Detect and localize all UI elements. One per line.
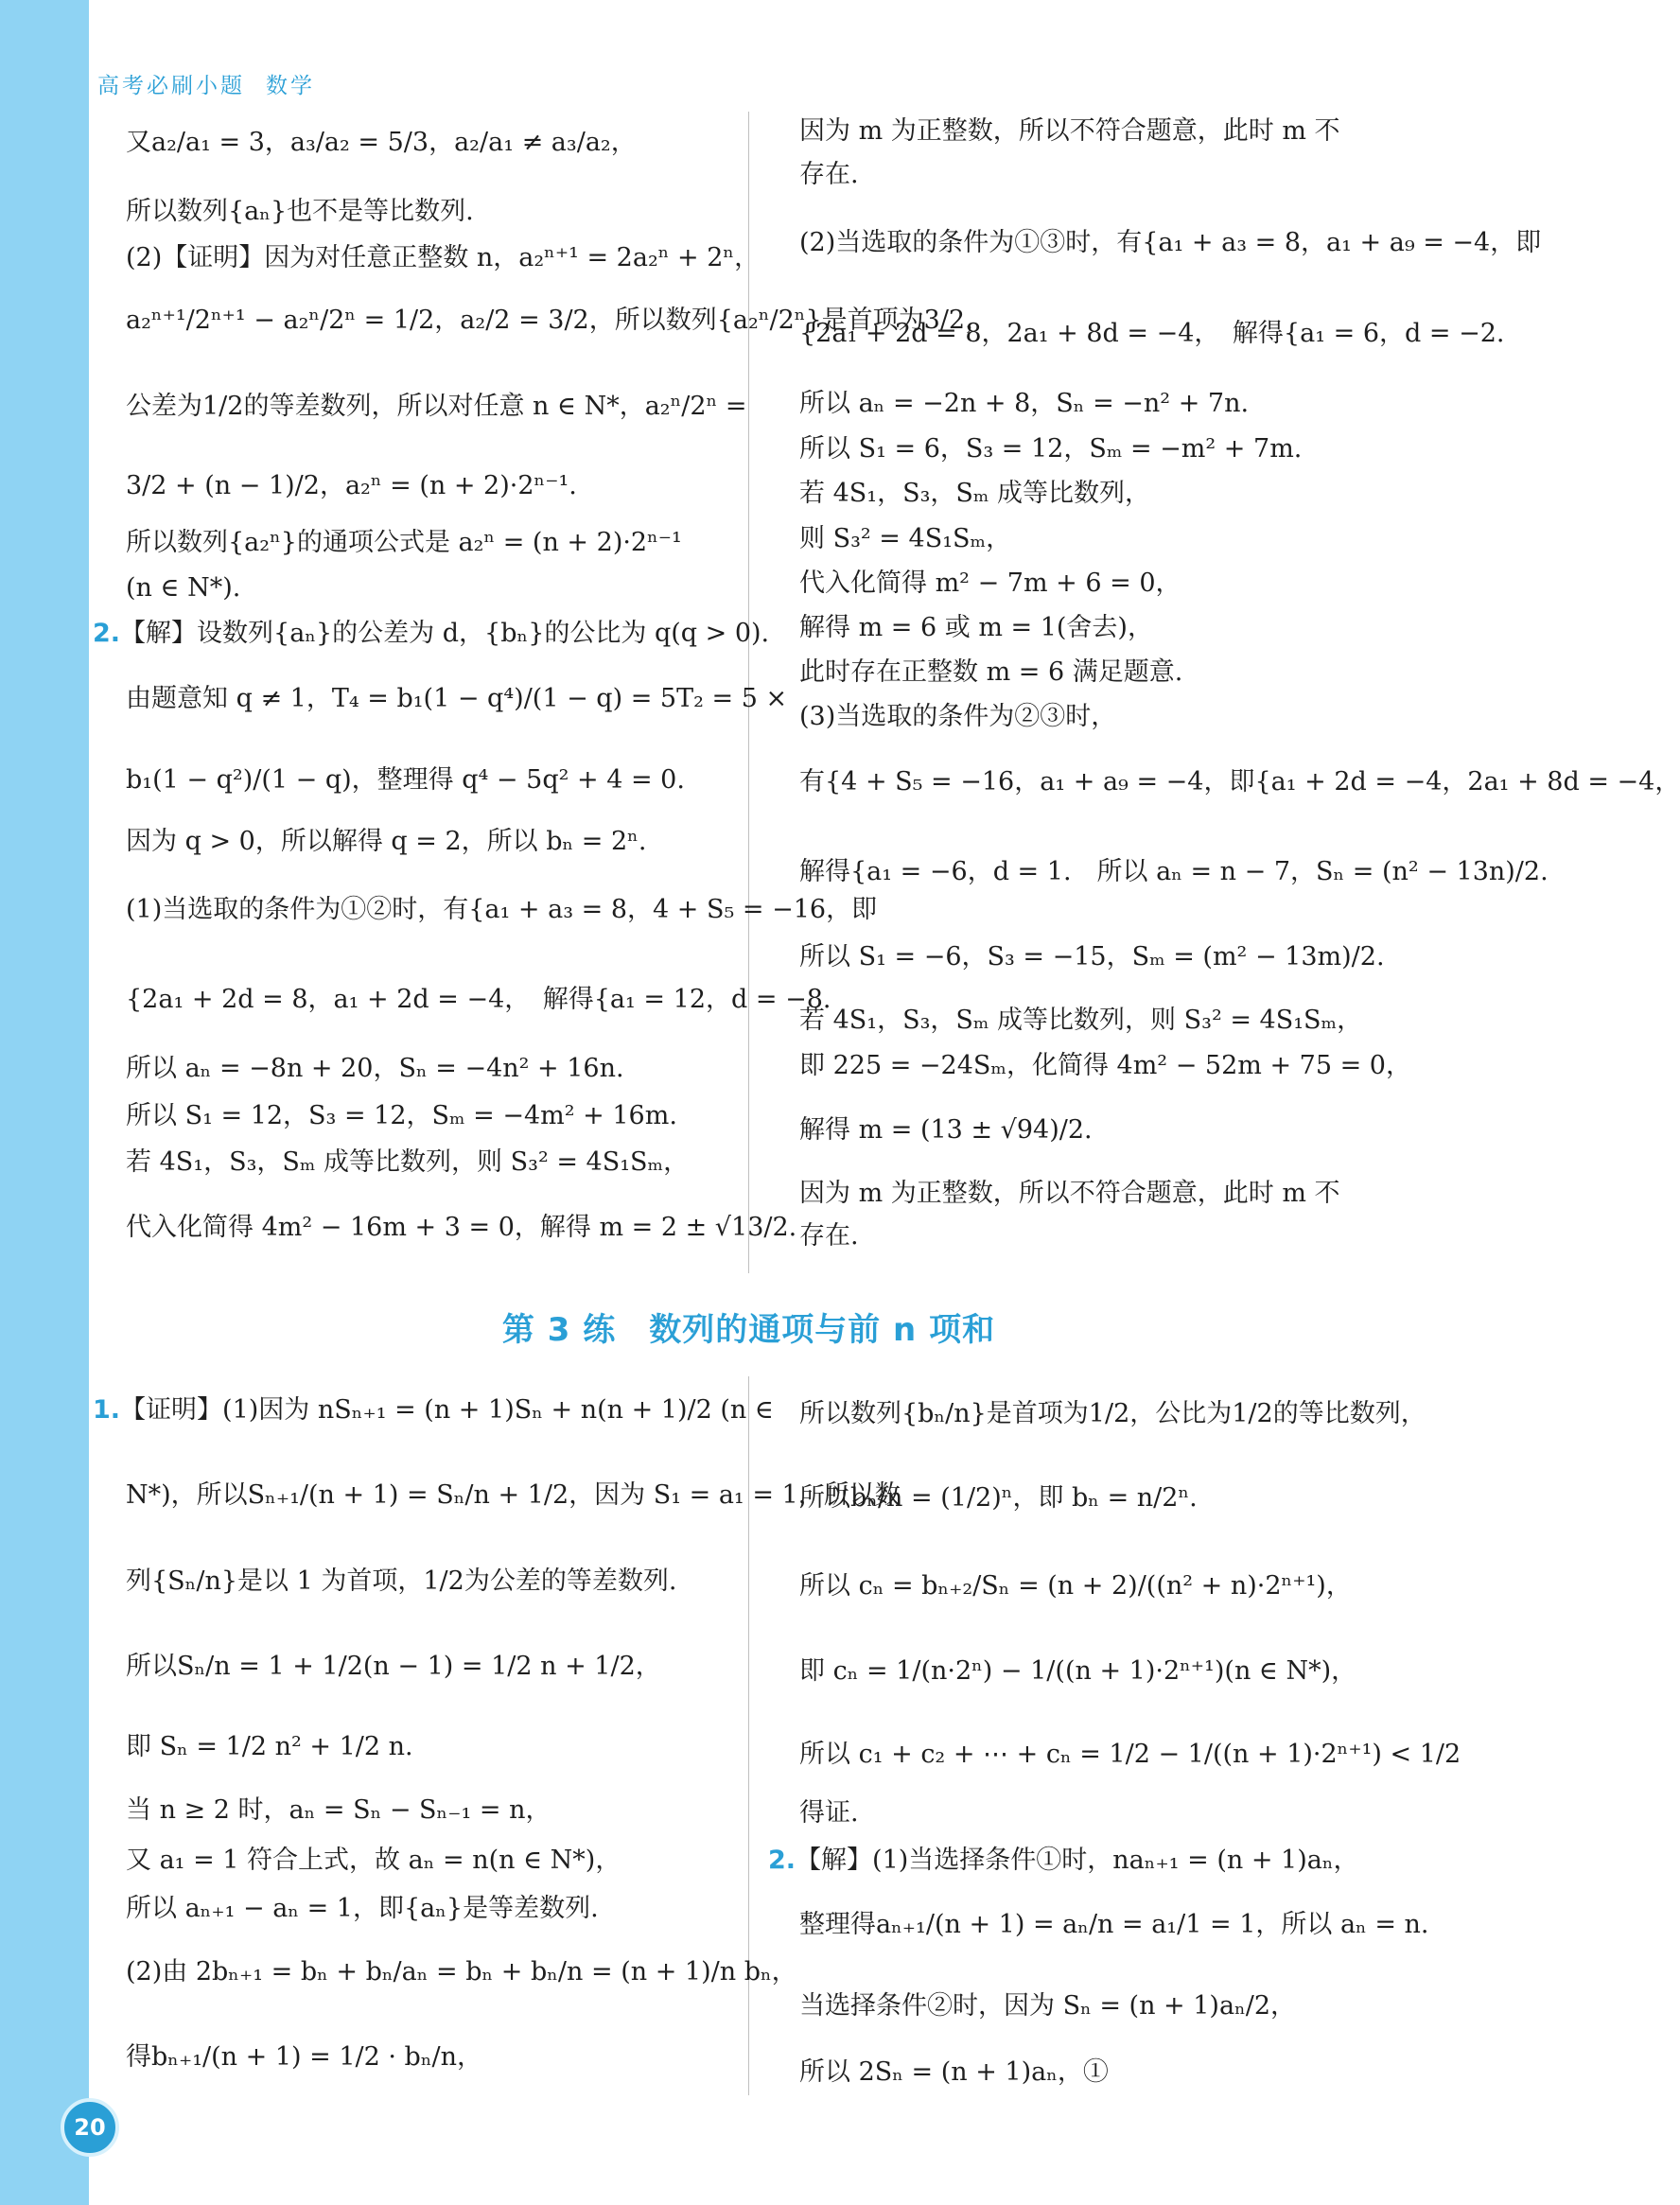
- text-line: 代入化简得 4m² − 16m + 3 = 0，解得 m = 2 ± √13/2.: [126, 1213, 797, 1242]
- text-line: 有{4 + S₅ = −16，a₁ + a₉ = −4，即{a₁ + 2d = −4，2a₁ + 8d = −4，: [799, 767, 1680, 796]
- question-number: 2.: [768, 1846, 796, 1875]
- text-line: 所以数列{aₙ}也不是等比数列.: [126, 197, 474, 226]
- text-line: (2)由 2bₙ₊₁ = bₙ + bₙ/aₙ = bₙ + bₙ/n = (n + 1)/n bₙ，: [126, 1957, 797, 1986]
- text-line: (1)当选取的条件为①②时，有{a₁ + a₃ = 8，4 + S₅ = −16，即: [126, 895, 878, 924]
- text-line: 由题意知 q ≠ 1，T₄ = b₁(1 − q⁴)/(1 − q) = 5T₂ = 5 ×: [126, 684, 788, 713]
- text-line: 所以 c₁ + c₂ + ⋯ + cₙ = 1/2 − 1/((n + 1)·2ⁿ⁺¹) < 1/2: [799, 1740, 1461, 1769]
- text-line: 所以 aₙ₊₁ − aₙ = 1，即{aₙ}是等差数列.: [126, 1894, 599, 1923]
- text-line: 因为 m 为正整数，所以不符合题意，此时 m 不: [799, 116, 1340, 146]
- text-line: {2a₁ + 2d = 8，2a₁ + 8d = −4， 解得{a₁ = 6，d = −2.: [799, 319, 1505, 348]
- book-title: 高考必刷小题: [97, 74, 245, 98]
- text-line: (n ∈ N*).: [126, 573, 241, 603]
- question-1-line: 1.【证明】(1)因为 nSₙ₊₁ = (n + 1)Sₙ + n(n + 1)/2 (n ∈: [93, 1395, 774, 1425]
- text-line: 若 4S₁，S₃，Sₘ 成等比数列，则 S₃² = 4S₁Sₘ，: [126, 1147, 690, 1177]
- text-line: 得bₙ₊₁/(n + 1) = 1/2 · bₙ/n，: [126, 2042, 482, 2072]
- left-color-bar: [0, 0, 89, 2205]
- text-line: 又a₂/a₁ = 3，a₃/a₂ = 5/3，a₂/a₁ ≠ a₃/a₂，: [126, 128, 637, 157]
- text-line: b₁(1 − q²)/(1 − q)，整理得 q⁴ − 5q² + 4 = 0.: [126, 765, 685, 795]
- text-line: 列{Sₙ/n}是以 1 为首项，1/2为公差的等差数列.: [126, 1566, 677, 1596]
- text-line: 因为 q > 0，所以解得 q = 2，所以 bₙ = 2ⁿ.: [126, 827, 647, 856]
- text-line: 所以Sₙ/n = 1 + 1/2(n − 1) = 1/2 n + 1/2，: [126, 1652, 661, 1681]
- question-2-line: 2.【解】设数列{aₙ}的公差为 d，{bₙ}的公比为 q(q > 0).: [93, 619, 770, 648]
- text-line: 因为 m 为正整数，所以不符合题意，此时 m 不: [799, 1179, 1340, 1208]
- text-line: 则 S₃² = 4S₁Sₘ，: [799, 524, 1012, 553]
- text-line: (3)当选取的条件为②③时，: [799, 702, 1117, 731]
- text-line: 存在.: [799, 160, 859, 189]
- text-line: 所以数列{bₙ/n}是首项为1/2，公比为1/2的等比数列，: [799, 1399, 1426, 1428]
- text-line: 解得{a₁ = −6，d = 1. 所以 aₙ = n − 7，Sₙ = (n² − 13n)/2.: [799, 857, 1549, 886]
- text-line: 存在.: [799, 1221, 859, 1251]
- question-number: 2.: [93, 619, 121, 648]
- text-line: 所以 cₙ = bₙ₊₂/Sₙ = (n + 2)/((n² + n)·2ⁿ⁺¹)，: [799, 1571, 1352, 1601]
- text-line: 所以 S₁ = −6，S₃ = −15，Sₘ = (m² − 13m)/2.: [799, 942, 1385, 971]
- text-line: (2)【证明】因为对任意正整数 n，a₂ⁿ⁺¹ = 2a₂ⁿ + 2ⁿ，: [126, 243, 761, 272]
- text-line: {2a₁ + 2d = 8，a₁ + 2d = −4， 解得{a₁ = 12，d = −8.: [126, 985, 831, 1014]
- text-line: 所以 aₙ = −2n + 8，Sₙ = −n² + 7n.: [799, 389, 1250, 418]
- text-line: 所以 S₁ = 12，S₃ = 12，Sₘ = −4m² + 16m.: [126, 1101, 677, 1130]
- running-header: [97, 68, 315, 99]
- text-line: 公差为1/2的等差数列，所以对任意 n ∈ N*，a₂ⁿ/2ⁿ =: [126, 392, 747, 421]
- question-number: 1.: [93, 1395, 121, 1425]
- text-line: 又 a₁ = 1 符合上式，故 aₙ = n(n ∈ N*)，: [126, 1846, 621, 1875]
- text-line: 此时存在正整数 m = 6 满足题意.: [799, 657, 1183, 687]
- subject-label: 数学: [266, 74, 315, 98]
- text-line: 所以 S₁ = 6，S₃ = 12，Sₘ = −m² + 7m.: [799, 434, 1303, 464]
- text-line: 代入化简得 m² − 7m + 6 = 0，: [799, 569, 1181, 598]
- text-line: 即 Sₙ = 1/2 n² + 1/2 n.: [126, 1732, 413, 1761]
- text-line: a₂ⁿ⁺¹/2ⁿ⁺¹ − a₂ⁿ/2ⁿ = 1/2，a₂/2 = 3/2，所以数列{a₂ⁿ/2ⁿ}是首项为3/2，: [126, 306, 991, 335]
- page-number-badge: 20: [61, 2098, 119, 2157]
- text-line: 所以数列{a₂ⁿ}的通项公式是 a₂ⁿ = (n + 2)·2ⁿ⁻¹: [126, 528, 682, 557]
- text-line: N*)，所以Sₙ₊₁/(n + 1) = Sₙ/n + 1/2，因为 S₁ = a₁ = 1，所以数: [126, 1480, 901, 1510]
- text-line: 整理得aₙ₊₁/(n + 1) = aₙ/n = a₁/1 = 1，所以 aₙ = n.: [799, 1910, 1429, 1939]
- text-line: 解得 m = 6 或 m = 1(舍去)，: [799, 613, 1153, 642]
- text-line: 得证.: [799, 1798, 859, 1828]
- text-line: 即 225 = −24Sₘ，化简得 4m² − 52m + 75 = 0，: [799, 1051, 1411, 1080]
- text-line: 若 4S₁，S₃，Sₘ 成等比数列，: [799, 479, 1151, 508]
- text-line: 所以 2Sₙ = (n + 1)aₙ，①: [799, 2057, 1109, 2087]
- text-line: 所以 aₙ = −8n + 20，Sₙ = −4n² + 16n.: [126, 1054, 624, 1083]
- section-title: 第 3 练 数列的通项与前 n 项和: [501, 1311, 996, 1349]
- text-line: (2)当选取的条件为①③时，有{a₁ + a₃ = 8，a₁ + a₉ = −4，即: [799, 228, 1542, 257]
- text-line: 所以bₙ/n = (1/2)ⁿ，即 bₙ = n/2ⁿ.: [799, 1483, 1198, 1513]
- text-line: 解得 m = (13 ± √94)/2.: [799, 1115, 1093, 1145]
- text-line: 当 n ≥ 2 时，aₙ = Sₙ − Sₙ₋₁ = n，: [126, 1795, 551, 1825]
- question-2-line: 2.【解】(1)当选择条件①时，naₙ₊₁ = (n + 1)aₙ，: [768, 1846, 1359, 1875]
- text-line: 3/2 + (n − 1)/2，a₂ⁿ = (n + 2)·2ⁿ⁻¹.: [126, 471, 577, 500]
- text-line: 即 cₙ = 1/(n·2ⁿ) − 1/((n + 1)·2ⁿ⁺¹)(n ∈ N*)，: [799, 1656, 1357, 1686]
- text-line: 若 4S₁，S₃，Sₘ 成等比数列，则 S₃² = 4S₁Sₘ，: [799, 1006, 1363, 1035]
- text-line: 当选择条件②时，因为 Sₙ = (n + 1)aₙ/2，: [799, 1991, 1297, 2021]
